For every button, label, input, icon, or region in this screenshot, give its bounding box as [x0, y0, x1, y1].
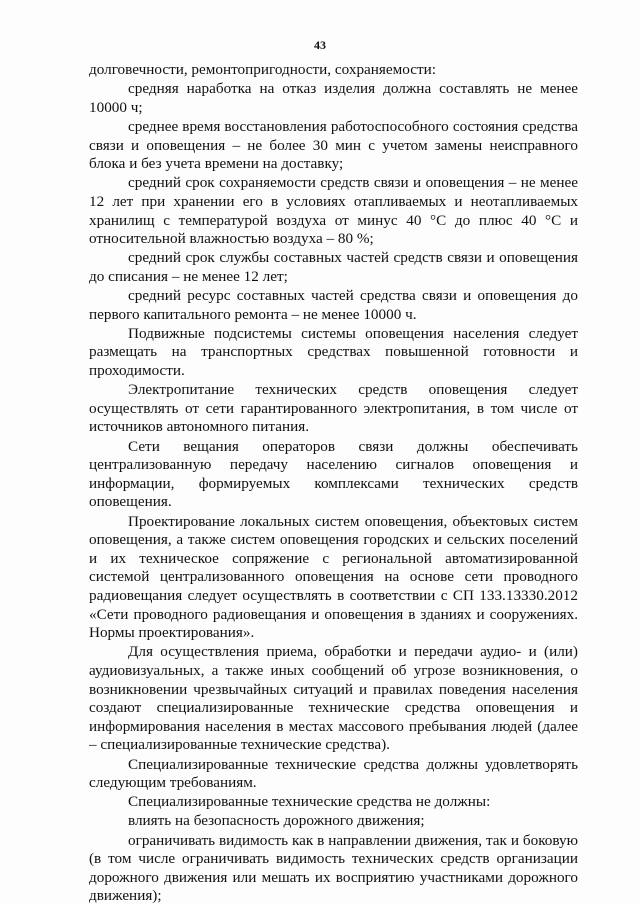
page-number: 43 — [314, 38, 326, 52]
paragraph: средняя наработка на отказ изделия должна составлять не менее 10000 ч; — [89, 80, 578, 116]
paragraph: Подвижные подсистемы системы оповещения населения следует размещать на транспортных средствах повышенной готовности и проходимости. — [89, 324, 578, 380]
paragraph: Специализированные технические средства должны удовлетворять следующим требованиям. — [89, 755, 578, 792]
body-text — [89, 61, 578, 907]
paragraph: Проектирование локальных систем оповещения, объектовых систем оповещения, а также систем оповещения городских и сельских поселений и их техническое сопряжение с региональной автоматизированной системой централизованного оповещения на основе сети проводного радиовещания следует осуществлять в соответствии с СП 133.13330.2012 «Сети проводного радиовещания и оповещения в зданиях и сооружениях. Нормы проектирования». — [89, 512, 578, 642]
paragraph: ограничивать видимость как в направлении движения, так и боковую (в том числе ограничивать видимость технических средств организации дорожного движения или мешать их восприятию участниками дорожного движения); — [89, 831, 578, 905]
paragraph: Электропитание технических средств оповещения следует осуществлять от сети гарантированного электропитания, в том числе от источников автономного питания. — [89, 381, 578, 436]
paragraph: средний срок службы составных частей средств связи и оповещения до списания – не менее 12 лет; — [89, 249, 578, 285]
paragraph: среднее время восстановления работоспособного состояния средства связи и оповещения – не более 30 мин с учетом замены неисправного блока и без учета времени на доставку; — [89, 117, 578, 173]
paragraph: Для осуществления приема, обработки и передачи аудио- и (или) аудиовизуальных, а также иных сообщений об угрозе возникновения, о возникновении чрезвычайных ситуаций и правилах поведения населения создают специализированные технические средства оповещения и информирования населения в местах массового пребывания людей (далее – специализированные технические средства). — [89, 643, 578, 754]
paragraph: Сети вещания операторов связи должны обеспечивать централизованную передачу населению сигналов оповещения и информации, формируемых комплексами технических средств оповещения. — [89, 437, 578, 511]
paragraph: долговечности, ремонтопригодности, сохраняемости: — [89, 61, 436, 78]
paragraph: средний срок сохраняемости средств связи и оповещения – не менее 12 лет при хранении его в условиях отапливаемых и неотапливаемых хранилищ с температурой воздуха от минус 40 °С до плюс 40 °С и относительной влажностью воздуха – 80 %; — [89, 174, 578, 248]
paragraph: Специализированные технические средства не должны: — [128, 793, 491, 811]
paragraph: средний ресурс составных частей средства связи и оповещения до первого капитального ремонта – не менее 10000 ч. — [89, 287, 578, 323]
paragraph: влиять на безопасность дорожного движения; — [128, 812, 425, 830]
